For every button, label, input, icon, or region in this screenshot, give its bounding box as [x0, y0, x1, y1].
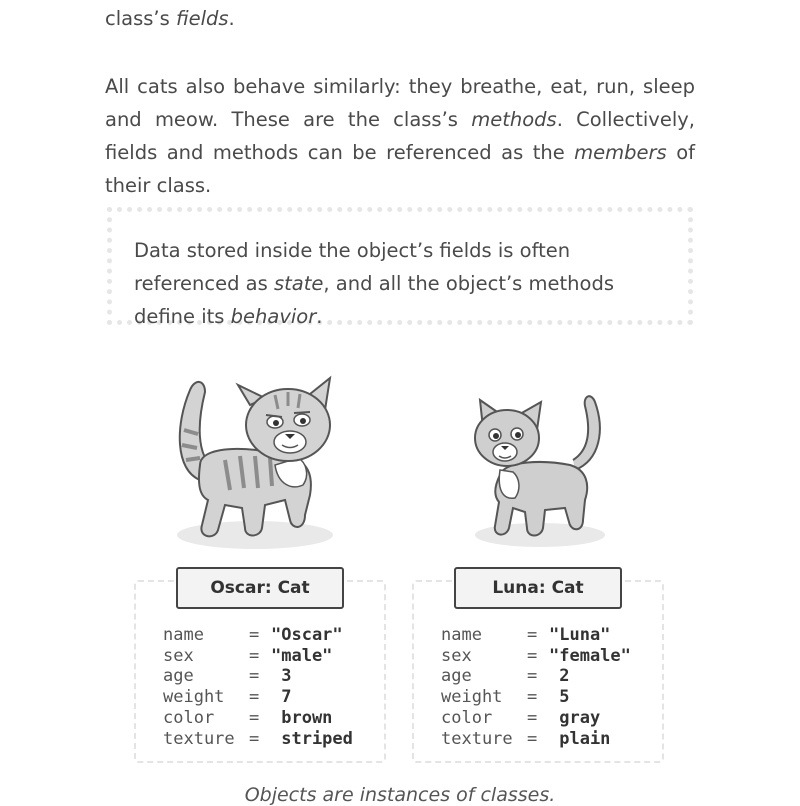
field-row: [441, 687, 631, 708]
text: .: [316, 305, 323, 328]
term-members: members: [574, 141, 667, 164]
field-value: 5: [549, 687, 570, 708]
term-state: state: [274, 272, 324, 295]
field-name: color: [441, 707, 493, 728]
field-row: [441, 729, 631, 750]
figure-caption: Objects are instances of classes.: [244, 784, 556, 806]
field-value: 7: [271, 687, 292, 708]
equals-sign: =: [249, 707, 260, 728]
gray-cat-illustration: [465, 390, 610, 555]
text: Data stored inside the object’s fields is often referenced as: [134, 239, 571, 295]
field-name: color: [163, 707, 215, 728]
field-row: [441, 666, 631, 687]
text: . Collectively, fields and methods can be referenced as the: [105, 108, 695, 164]
field-name: weight: [163, 687, 225, 708]
equals-sign: =: [249, 645, 260, 666]
equals-sign: =: [249, 687, 260, 708]
field-list-oscar: [163, 625, 353, 749]
field-row: [441, 708, 631, 729]
field-value: gray: [549, 707, 601, 728]
field-row: [163, 729, 353, 750]
text: , and all the object’s methods define its: [134, 272, 614, 328]
field-row: [163, 625, 353, 646]
field-value: "Oscar": [271, 625, 343, 645]
field-value: striped: [271, 728, 353, 749]
text: of their class.: [105, 141, 695, 197]
equals-sign: =: [527, 707, 538, 728]
equals-sign: =: [527, 687, 538, 708]
term-fields: fields: [175, 7, 229, 30]
object-title-oscar: Oscar: Cat: [176, 567, 344, 609]
field-name: texture: [441, 728, 513, 749]
field-value: brown: [271, 707, 333, 728]
paragraph-fields: [105, 2, 695, 35]
field-row: [163, 646, 353, 667]
striped-cat-illustration: [170, 370, 350, 555]
field-value: plain: [549, 728, 611, 749]
equals-sign: =: [527, 728, 538, 749]
text: .: [228, 7, 235, 30]
field-name: age: [441, 666, 472, 687]
field-row: [163, 687, 353, 708]
field-name: texture: [163, 728, 235, 749]
paragraph-methods: [105, 70, 695, 202]
field-row: [163, 708, 353, 729]
field-row: [441, 625, 631, 646]
field-row: [441, 646, 631, 667]
field-value: "Luna": [549, 625, 611, 645]
text: All cats also behave similarly: they breathe, eat, run, sleep and meow. These are the class’s: [105, 75, 695, 131]
text: class’s: [105, 7, 176, 30]
field-name: age: [163, 666, 194, 687]
field-list-luna: [441, 625, 631, 749]
field-name: sex: [441, 645, 472, 666]
equals-sign: =: [249, 625, 260, 645]
term-behavior: behavior: [230, 305, 317, 328]
field-name: weight: [441, 687, 503, 708]
field-name: name: [163, 625, 204, 645]
term-methods: methods: [471, 108, 557, 131]
object-title-luna: Luna: Cat: [454, 567, 622, 609]
equals-sign: =: [249, 666, 260, 687]
field-name: sex: [163, 645, 194, 666]
field-name: name: [441, 625, 482, 645]
field-value: 2: [549, 666, 570, 687]
field-value: "female": [549, 645, 631, 666]
equals-sign: =: [527, 625, 538, 645]
equals-sign: =: [527, 666, 538, 687]
note-box: [107, 207, 693, 328]
note-text: [134, 234, 666, 333]
equals-sign: =: [527, 645, 538, 666]
field-value: 3: [271, 666, 292, 687]
field-row: [163, 666, 353, 687]
equals-sign: =: [249, 728, 260, 749]
field-value: "male": [271, 645, 333, 666]
